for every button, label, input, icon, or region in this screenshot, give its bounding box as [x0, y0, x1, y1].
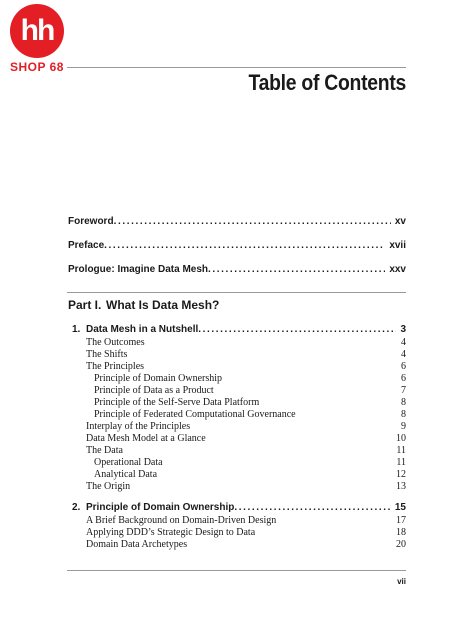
toc-subentry[interactable]: Principle of Federated Computational Governance 8: [94, 409, 406, 420]
logo-mark: hh: [10, 4, 64, 58]
part-heading[interactable]: Part I. What Is Data Mesh?: [68, 298, 220, 312]
part-rule: [67, 292, 406, 293]
toc-entry[interactable]: Interplay of the Principles 9: [86, 421, 406, 432]
toc-entry[interactable]: Domain Data Archetypes 20: [86, 539, 406, 550]
top-rule: [67, 67, 406, 68]
page-title: Table of Contents: [248, 70, 406, 95]
toc-foreword[interactable]: Foreword ..... xv: [68, 216, 406, 227]
toc-subentry[interactable]: Principle of Data as a Product 7: [94, 385, 406, 396]
toc-entry[interactable]: The Data 11: [86, 445, 406, 456]
toc-entry[interactable]: Applying DDD’s Strategic Design to Data 18: [86, 527, 406, 538]
toc-entry[interactable]: A Brief Background on Domain-Driven Design 17: [86, 515, 406, 526]
toc-chapter-2[interactable]: 2. Principle of Domain Ownership ..... 15: [72, 502, 406, 513]
toc-subentry[interactable]: Principle of Domain Ownership 6: [94, 373, 406, 384]
toc-preface[interactable]: Preface ..... xvii: [68, 240, 406, 251]
shop-logo: [6, 4, 68, 74]
page-number: vii: [397, 577, 406, 586]
toc-entry[interactable]: The Principles 6: [86, 361, 406, 372]
toc-subentry[interactable]: Principle of the Self-Serve Data Platform 8: [94, 397, 406, 408]
toc-chapter-1[interactable]: 1. Data Mesh in a Nutshell ..... 3: [72, 324, 406, 335]
toc-entry[interactable]: The Outcomes 4: [86, 337, 406, 348]
bottom-rule: [67, 570, 406, 571]
logo-text: SHOP 68: [10, 60, 64, 74]
toc-entry[interactable]: The Origin 13: [86, 481, 406, 492]
toc-prologue[interactable]: Prologue: Imagine Data Mesh ..... xxv: [68, 264, 406, 275]
toc-entry[interactable]: The Shifts 4: [86, 349, 406, 360]
toc-subentry[interactable]: Operational Data 11: [94, 457, 406, 468]
toc-subentry[interactable]: Analytical Data 12: [94, 469, 406, 480]
toc-entry[interactable]: Data Mesh Model at a Glance 10: [86, 433, 406, 444]
